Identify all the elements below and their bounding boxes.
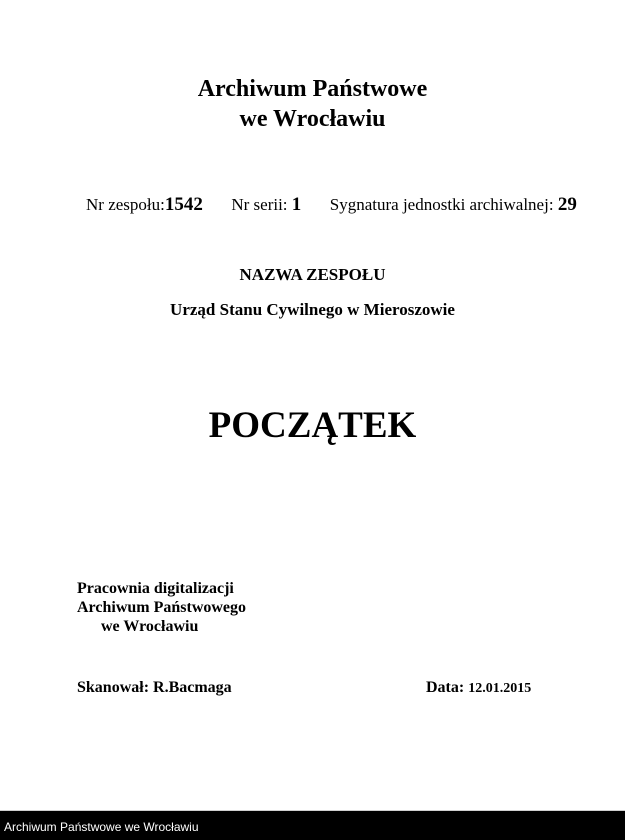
scan-date-label: Data: <box>426 679 465 696</box>
fonds-number-value: 1542 <box>164 194 203 215</box>
footer-text: Archiwum Państwowe we Wrocławiu <box>4 820 199 834</box>
series-number-value: 1 <box>291 194 302 215</box>
scan-date-value: 12.01.2015 <box>468 681 532 696</box>
fonds-name: Urząd Stanu Cywilnego w Mieroszowie <box>170 300 455 319</box>
lab-line2: Archiwum Państwowego <box>77 599 247 616</box>
lab-line3: we Wrocławiu <box>101 618 199 635</box>
lab-line1: Pracownia digitalizacji <box>77 580 234 597</box>
archive-title-line1: Archiwum Państwowe <box>197 76 428 102</box>
start-marker: POCZĄTEK <box>208 405 417 446</box>
scanned-by: Skanował: R.Bacmaga <box>77 679 232 696</box>
fonds-number-label: Nr zespołu: <box>86 195 165 214</box>
footer-bar <box>0 810 625 840</box>
archive-title-line2: we Wrocławiu <box>239 106 386 132</box>
signature-value: 29 <box>557 194 577 215</box>
reference-info <box>86 194 577 216</box>
series-number-label: Nr serii: <box>231 195 288 214</box>
scan-date <box>426 678 531 698</box>
signature-label: Sygnatura jednostki archiwalnej: <box>329 195 554 214</box>
fonds-heading: NAZWA ZESPOŁU <box>239 265 386 284</box>
